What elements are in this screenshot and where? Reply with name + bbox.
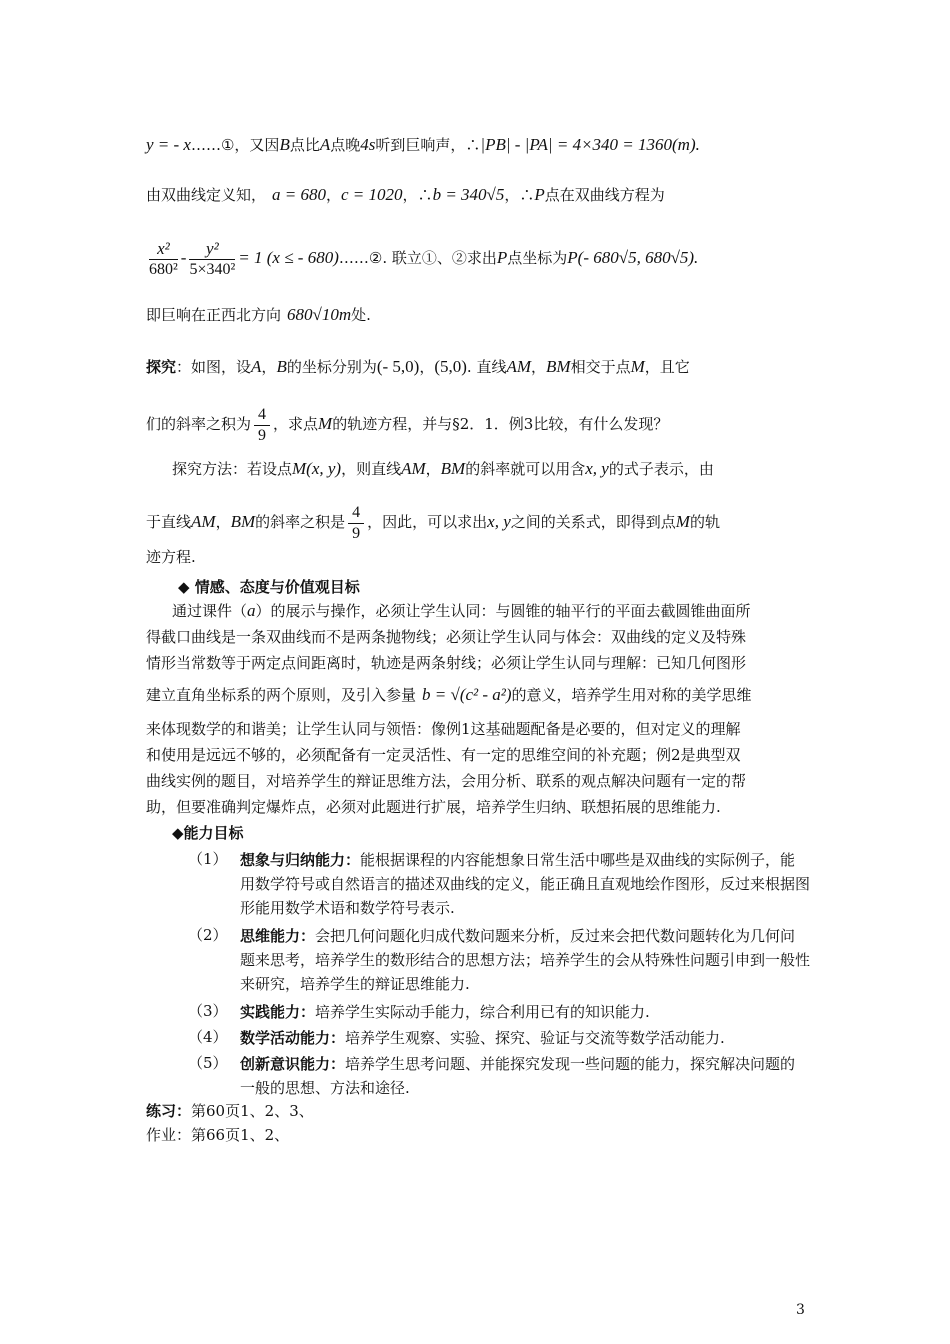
courseware-a: a xyxy=(247,601,256,620)
emotion-line4 xyxy=(146,680,752,710)
para1-line1 xyxy=(146,134,700,156)
line-bm: BM xyxy=(230,512,256,531)
item-number: （2） xyxy=(188,926,228,944)
emotion-line7: 曲线实例的题目，对培养学生的辩证思维方法，会用分析、联系的观点解决问题有一定的帮 xyxy=(146,772,747,790)
item-title: 想象与归纳能力： xyxy=(240,851,361,869)
item-body: 能根据课程的内容能想象日常生活中哪些是双曲线的实际例子，能用数学符号或自然语言的描述双曲线的定义，能正确且直观地绘作图形，反过来根据图形能用数学术语和数学符号表示. xyxy=(240,851,811,917)
text: 之间的关系式，即得到点 xyxy=(510,513,676,531)
text: ，求点 xyxy=(273,415,319,433)
point-m: M xyxy=(675,512,690,531)
item-body: 培养学生思考问题、并能探究发现一些问题的能力，探究解决问题的一般的思想、方法和途径. xyxy=(240,1055,796,1097)
item-number: （4） xyxy=(188,1028,228,1046)
emotion-heading: ◆ 情感、态度与价值观目标 xyxy=(178,578,360,596)
ability-list xyxy=(0,848,950,1104)
text: 的意义，培养学生用对称的美学思维 xyxy=(511,686,752,704)
minus-sign: - xyxy=(180,248,187,267)
item-title: 创新意识能力： xyxy=(240,1055,346,1073)
point-a: A xyxy=(251,357,262,376)
value-c: c = 1020 xyxy=(341,185,403,204)
ability-item xyxy=(0,1026,950,1052)
line-am: AM xyxy=(506,357,532,376)
text: 的轨 xyxy=(689,513,720,531)
item-number: （5） xyxy=(188,1054,228,1072)
text: 的斜率之积是 xyxy=(255,513,346,531)
text: 点晚 xyxy=(330,136,361,154)
emotion-line6: 和使用是远远不够的，必须配备有一定灵活性、有一定的思维空间的补充题；例2是典型双 xyxy=(146,746,741,764)
text: 处. xyxy=(351,306,371,324)
text: ， xyxy=(326,186,342,204)
parameter-b-formula: b = √(c² - a²) xyxy=(422,685,512,704)
fraction-4-9: $\frac{4}{9}$ xyxy=(254,405,270,446)
text: 点比 xyxy=(289,136,320,154)
para1-line2 xyxy=(146,184,665,206)
item-number: （1） xyxy=(188,850,228,868)
text: 相交于点 xyxy=(570,358,631,376)
para1-line4 xyxy=(146,304,371,326)
ability-item xyxy=(0,1052,950,1104)
fraction-y2: $\frac{\text{y²}}{\text{5×340²}}$ xyxy=(189,238,236,278)
text: 即巨响在正西北方向 xyxy=(146,306,282,324)
item-body: 培养学生实际动手能力，综合利用已有的知识能力. xyxy=(315,1003,650,1021)
value-b: b = 340√5 xyxy=(432,185,505,204)
text: ， xyxy=(425,460,441,478)
item-number: （3） xyxy=(188,1002,228,1020)
explore-line4 xyxy=(146,500,720,544)
time-value: 4s xyxy=(360,135,376,154)
point-m: M xyxy=(630,357,645,376)
coordinate-a: (- 5,0) xyxy=(376,357,420,376)
equation-y-neg-x: y = - x xyxy=(146,135,191,154)
text: 迹方程. xyxy=(146,548,196,566)
text: ，且它 xyxy=(644,358,690,376)
text: 建立直角坐标系的两个原则，及引入参量 xyxy=(146,686,417,704)
text: 探究方法：若设点 xyxy=(172,460,293,478)
emotion-line8: 助，但要准确判定爆炸点，必须对此题进行扩展，培养学生归纳、联想拓展的思维能力. xyxy=(146,798,721,816)
text: ）的展示与操作，必须让学生认同：与圆锥的轴平行的平面去截圆锥曲面所 xyxy=(255,602,751,620)
emotion-line2: 得截口曲线是一条双曲线而不是两条抛物线；必须让学生认同与体会：双曲线的定义及特殊 xyxy=(146,628,747,646)
line-bm: BM xyxy=(546,357,571,376)
item-title: 实践能力： xyxy=(240,1003,316,1021)
item-text xyxy=(240,1000,810,1024)
text: 点坐标为 xyxy=(507,249,568,267)
variables-xy: x, y xyxy=(585,459,609,478)
explore-line3 xyxy=(172,458,714,480)
item-body: 会把几何问题化归成代数问题来分析，反过来会把代数问题转化为几何问题来思考，培养学生的数形结合的思想方法；培养学生的会从特殊性问题引申到一般性来研究，培养学生的辩证思维能力. xyxy=(240,927,811,993)
text: 于直线 xyxy=(146,513,192,531)
ability-heading: ◆能力目标 xyxy=(172,824,244,842)
text: 点在双曲线方程为 xyxy=(544,186,665,204)
point-p: P xyxy=(496,248,508,267)
para1-line3 xyxy=(146,236,698,280)
text: ， xyxy=(419,358,435,376)
distance-equation: |PB| - |PA| = 4×340 = 1360(m). xyxy=(480,135,700,154)
coordinate-b: (5,0) xyxy=(434,357,467,376)
point-m: M xyxy=(318,414,333,433)
text: 的坐标分别为 xyxy=(286,358,377,376)
text: 的斜率就可以用含 xyxy=(465,460,586,478)
point-b: B xyxy=(279,135,290,154)
practice-label: 练习： xyxy=(146,1102,192,1120)
ability-item xyxy=(0,1000,950,1026)
item-body: 培养学生观察、实验、探究、验证与交流等数学活动能力. xyxy=(345,1029,725,1047)
text: 的式子表示，由 xyxy=(608,460,714,478)
emotion-line1 xyxy=(172,600,751,622)
practice-text: 第60页1、2、3、 xyxy=(191,1102,314,1120)
text: ， xyxy=(215,513,231,531)
point-p: P xyxy=(534,185,545,204)
ability-item xyxy=(0,848,950,924)
point-m-xy: M(x, y) xyxy=(292,459,342,478)
text: 的轨迹方程，并与§2．1．例3比较，有什么发现？ xyxy=(332,415,669,433)
text: ，则直线 xyxy=(341,460,402,478)
variables-xy: x, y xyxy=(487,512,511,531)
point-a: A xyxy=(319,135,331,154)
item-text xyxy=(240,924,810,996)
item-text xyxy=(240,1026,810,1050)
text: ：如图，设 xyxy=(176,358,252,376)
text: ……②. 联立①、②求出 xyxy=(338,249,497,267)
line-bm: BM xyxy=(440,459,466,478)
distance-value: 680√10m xyxy=(287,305,352,324)
homework-line: 作业：第66页1、2、 xyxy=(146,1126,290,1144)
fraction-x2: $\frac{\text{x²}}{\text{680²}}$ xyxy=(149,238,178,278)
text: 们的斜率之积为 xyxy=(146,415,252,433)
text: ，∴ xyxy=(402,186,433,204)
text: 通过课件（ xyxy=(172,602,248,620)
text: 由双曲线定义知， xyxy=(146,186,267,204)
emotion-line3: 情形当常数等于两定点间距离时，轨迹是两条射线；必须让学生认同与理解：已知几何图形 xyxy=(146,654,747,672)
item-title: 思维能力： xyxy=(240,927,316,945)
text: ， xyxy=(531,358,547,376)
item-text xyxy=(240,1052,810,1100)
practice-line xyxy=(146,1100,314,1122)
line-am: AM xyxy=(401,459,426,478)
item-text xyxy=(240,848,810,920)
text: ，∴ xyxy=(504,186,535,204)
line-am: AM xyxy=(191,512,216,531)
point-b: B xyxy=(276,357,287,376)
value-a: a = 680 xyxy=(272,185,326,204)
point-p-coordinates: P(- 680√5, 680√5). xyxy=(567,248,699,267)
text: . 直线 xyxy=(466,358,507,376)
item-title: 数学活动能力： xyxy=(240,1029,346,1047)
explore-line2 xyxy=(146,402,668,446)
hyperbola-condition: = 1 (x ≤ - 680) xyxy=(238,248,339,267)
text: 听到巨响声，∴ xyxy=(375,136,481,154)
explore-label: 探究 xyxy=(146,358,177,376)
emotion-line5: 来体现数学的和谐美；让学生认同与领悟：像例1这基础题配备是必要的，但对定义的理解 xyxy=(146,720,741,738)
ability-item xyxy=(0,924,950,1000)
text: ，因此，可以求出 xyxy=(367,513,488,531)
page-number: 3 xyxy=(796,1302,805,1318)
fraction-4-9: $\frac{4}{9}$ xyxy=(348,503,364,544)
explore-line1 xyxy=(146,356,690,378)
text: ……①，又因 xyxy=(190,136,280,154)
text: ， xyxy=(261,358,277,376)
explore-line5 xyxy=(146,546,196,568)
